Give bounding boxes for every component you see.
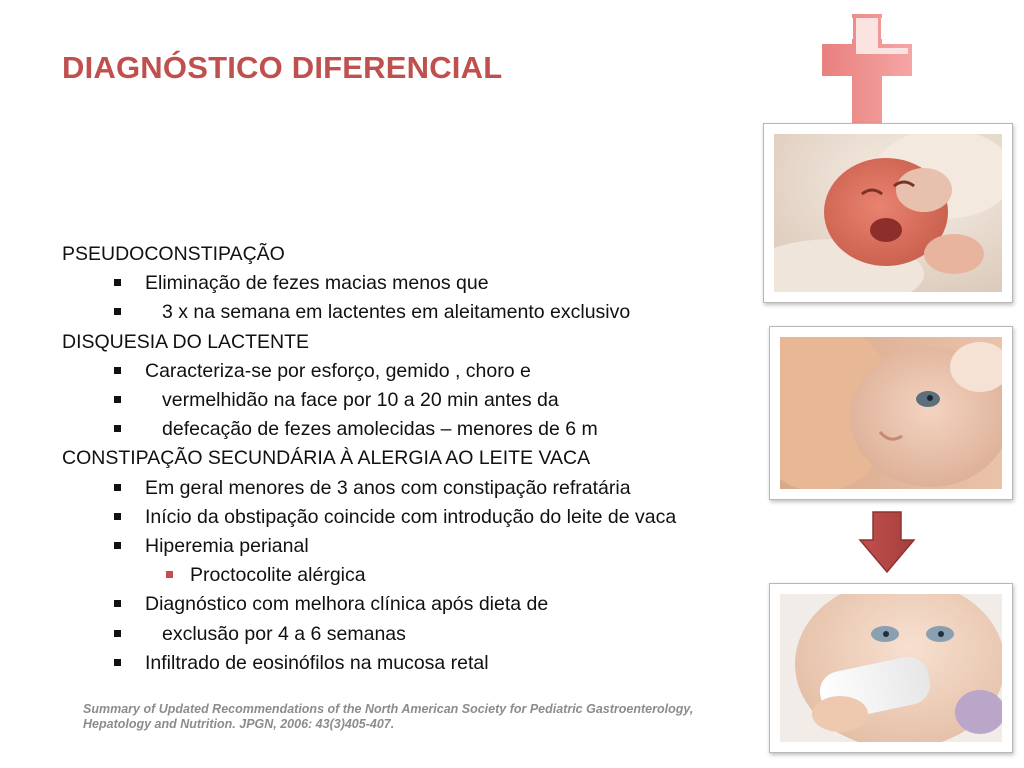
bullet-square-icon: [114, 659, 121, 666]
bullet-item: Infiltrado de eosinófilos na mucosa retal: [62, 649, 762, 678]
crying-baby-photo: [763, 123, 1013, 303]
bullet-square-icon: [114, 367, 121, 374]
bullet-item: defecação de fezes amolecidas – menores de 6 m: [62, 415, 762, 444]
baby-bottle-photo: [769, 583, 1013, 753]
slide-content: [62, 240, 762, 678]
bullet-item: Diagnóstico com melhora clínica após dieta de: [62, 590, 762, 619]
bullet-square-icon: [114, 425, 121, 432]
bullet-item: exclusão por 4 a 6 semanas: [62, 620, 762, 649]
section-heading-constipacao-secundaria: CONSTIPAÇÃO SECUNDÁRIA À ALERGIA AO LEITE VACA: [62, 447, 591, 470]
bullet-square-icon: [114, 600, 121, 607]
bullet-item: Hiperemia perianal: [62, 532, 762, 561]
bullet-item: Início da obstipação coincide com introdução do leite de vaca: [62, 503, 762, 532]
bullet-square-icon: [114, 484, 121, 491]
bullet-square-icon: [114, 308, 121, 315]
bullet-square-icon: [114, 513, 121, 520]
citation: Summary of Updated Recommendations of the North American Society for Pediatric Gastroenterology, Hepatology and Nutrition. JPGN, 2006: 43(3)405-407.: [83, 702, 694, 731]
section-heading-disquesia: DISQUESIA DO LACTENTE: [62, 330, 310, 353]
down-arrow-icon: [858, 510, 916, 574]
bullet-item: Em geral menores de 3 anos com constipação refratária: [62, 474, 762, 503]
bullet-item: 3 x na semana em lactentes em aleitamento exclusivo: [62, 298, 762, 327]
slide-title: DIAGNÓSTICO DIFERENCIAL: [62, 50, 503, 85]
section-heading-pseudoconstipacao: PSEUDOCONSTIPAÇÃO: [62, 243, 285, 265]
bullet-square-icon: [114, 279, 121, 286]
bullet-square-icon: [114, 630, 121, 637]
sub-bullet-item: Proctocolite alérgica: [62, 561, 762, 590]
bullet-square-icon: [166, 571, 173, 578]
bullet-item: Eliminação de fezes macias menos que: [62, 269, 762, 298]
breastfeeding-baby-photo: [769, 326, 1013, 500]
medical-cross-icon: [822, 14, 912, 124]
bullet-square-icon: [114, 396, 121, 403]
bullet-square-icon: [114, 542, 121, 549]
bullet-item: Caracteriza-se por esforço, gemido , choro e: [62, 357, 762, 386]
bullet-item: vermelhidão na face por 10 a 20 min antes da: [62, 386, 762, 415]
